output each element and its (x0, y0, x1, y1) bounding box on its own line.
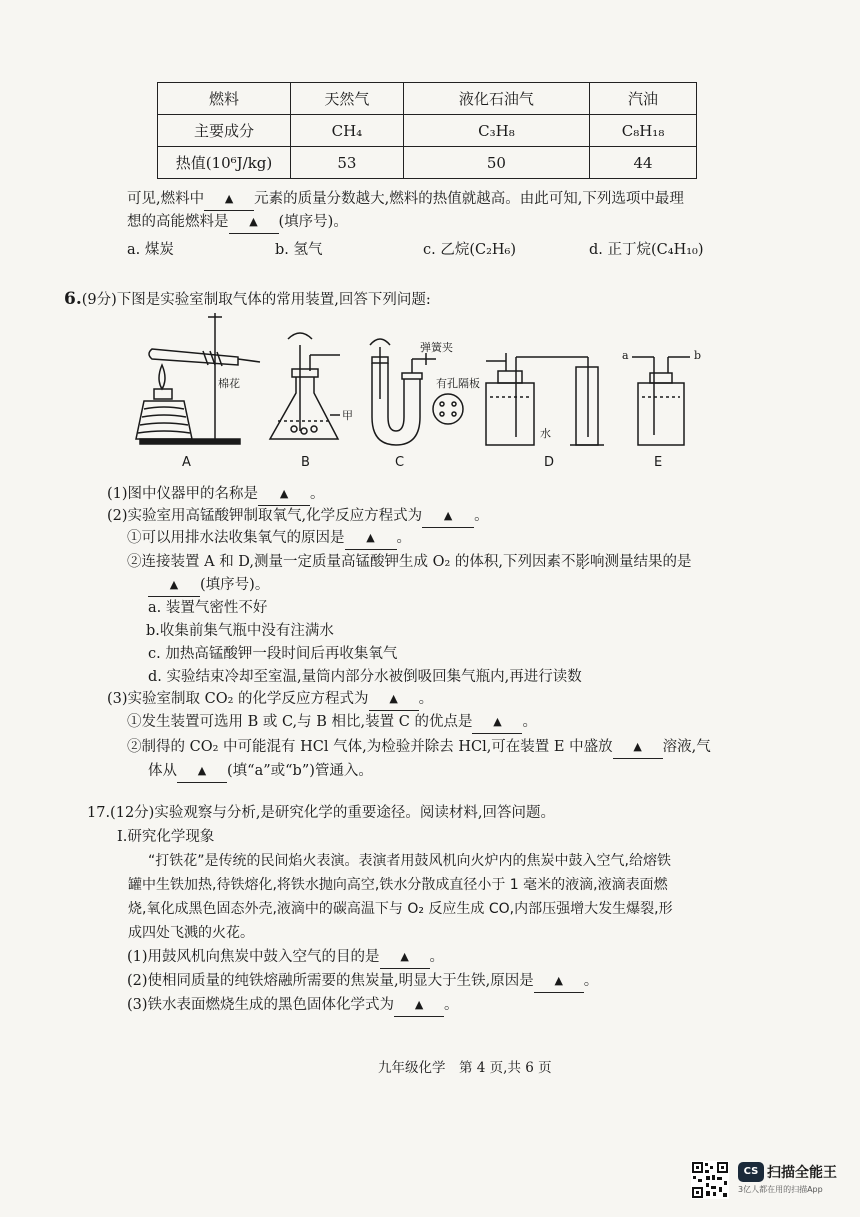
text: ②连接装置 A 和 D,测量一定质量高锰酸钾生成 O₂ 的体积,下列因素 (127, 554, 562, 570)
q17-q1 (127, 947, 444, 969)
passage-line: 烧,氧化成黑色固态外壳,液滴中的碳高温下与 O₂ 反应生成 CO,内部压强增大发生爆裂,形 (128, 901, 673, 917)
scanner-name: 扫描全能王 (767, 1164, 837, 1181)
blank-mark: ▲ (197, 764, 207, 777)
text: 想的高能燃料是 (127, 214, 229, 230)
text: (2)使相同质量的纯铁熔融所需要的焦炭量,明显大于生铁,原因是 (127, 973, 534, 989)
blank-mark: ▲ (169, 578, 179, 591)
scanner-watermark (738, 1161, 837, 1195)
label-jia: 甲 (342, 409, 353, 422)
answer-blank[interactable] (472, 712, 522, 734)
table-cell: CH₄ (291, 115, 404, 147)
qr-code-icon (691, 1161, 729, 1199)
text: ①可以用排水法收集氧气的原因是 (127, 530, 345, 546)
passage-line: 罐中生铁加热,待铁熔化,将铁水抛向高空,铁水分散成直径小于 1 毫米的液滴,液滴表面燃 (128, 877, 668, 893)
question-number: 6. (64, 289, 82, 309)
scanner-tagline: 3亿人都在用的扫描App (738, 1184, 823, 1194)
text: (9分)下图是实验室制取气体的常用装置,回答下列问题: (81, 292, 431, 308)
text: 元素的质量分数越大,燃料的热值就越高。由此可知,下列选项中最理 (254, 191, 684, 207)
blank-mark: ▲ (554, 974, 563, 987)
fuel-table (157, 82, 697, 179)
emphasis-text: 不影响 (561, 554, 605, 570)
table-cell: 53 (291, 147, 404, 179)
answer-blank[interactable] (148, 575, 200, 597)
blank-mark: ▲ (493, 715, 502, 728)
q16-part3-2 (127, 737, 711, 759)
blank-mark: ▲ (400, 950, 409, 963)
table-cell: C₈H₁₈ (590, 115, 697, 147)
q17-q3 (127, 995, 459, 1017)
text: (1)图中仪器甲的名称是 (107, 486, 259, 502)
passage-line: “打铁花”是传统的民间焰火表演。表演者用鼓风机向火炉内的焦炭中鼓入空气,给熔铁 (148, 853, 671, 869)
text: 。 (522, 714, 537, 730)
blank-mark: ▲ (249, 215, 258, 228)
table-row (158, 147, 697, 179)
text: (3)铁水表面燃烧生成的黑色固体化学式为 (127, 997, 395, 1013)
label-B: B (301, 455, 310, 470)
label-a: a (622, 349, 629, 362)
text: (填序号)。 (200, 577, 270, 593)
q15-question-line (127, 212, 348, 234)
answer-blank[interactable] (534, 971, 584, 993)
q16-part3 (107, 689, 433, 711)
apparatus-a (136, 313, 260, 444)
q15-options (127, 240, 704, 260)
answer-blank[interactable] (394, 995, 444, 1017)
table-cell: 44 (590, 147, 697, 179)
option: a. 装置气密性不好 (148, 600, 268, 616)
answer-blank[interactable] (613, 737, 663, 759)
q15-conclusion-line (127, 189, 684, 211)
option: d. 实验结束冷却至室温,量筒内部分水被倒吸回集气瓶内,再进行读数 (148, 669, 582, 685)
label-A: A (182, 455, 191, 470)
label-water: 水 (540, 427, 551, 440)
apparatus-c (370, 339, 463, 445)
answer-blank[interactable] (345, 528, 397, 550)
text: (2)实验室用高锰酸钾制取氧气,化学反应方程式为 (107, 508, 423, 524)
text: ②制得的 CO₂ 中可能混有 HCl 气体,为检验并除去 HCl,可在装置 E 中盛放 (127, 739, 613, 755)
q16-part3-1 (127, 712, 537, 734)
table-row-label: 主要成分 (158, 115, 291, 147)
table-header-cell: 液化石油气 (403, 83, 589, 115)
text: 溶液,气 (662, 739, 711, 755)
text: 可见,燃料中 (127, 191, 205, 207)
text: 测量结果的是 (604, 554, 692, 570)
apparatus-diagram (118, 305, 718, 473)
table-row (158, 115, 697, 147)
label-E: E (654, 455, 663, 470)
q16-part2-2-answer (148, 575, 269, 597)
q16-part3-2-cont (148, 761, 373, 783)
blank-mark: ▲ (633, 740, 642, 753)
text: (填“a”或“b”)管通入。 (227, 763, 373, 779)
option: a. 煤炭 (127, 242, 174, 258)
text: (1)用鼓风机向焦炭中鼓入空气的目的是 (127, 949, 380, 965)
table-row (158, 83, 697, 115)
q16-part2 (107, 506, 489, 528)
q16-part2-1 (127, 528, 411, 550)
table-cell: 50 (403, 147, 589, 179)
text: 。 (429, 949, 445, 965)
table-header-cell: 汽油 (590, 83, 697, 115)
label-D: D (544, 455, 555, 470)
text: 。 (396, 530, 411, 546)
label-cotton: 棉花 (218, 377, 240, 390)
text: ①发生装置可选用 B 或 C,与 B 相比,装置 C 的优点是 (127, 714, 473, 730)
scanner-logo: CS (738, 1162, 764, 1182)
blank-mark: ▲ (414, 998, 424, 1011)
text: (填序号)。 (278, 214, 348, 230)
q17-q2 (127, 971, 598, 993)
text: 。 (310, 486, 325, 502)
table-header-cell: 燃料 (158, 83, 291, 115)
text: 。 (444, 997, 459, 1013)
passage-line: 成四处飞溅的火花。 (128, 925, 254, 941)
blank-mark: ▲ (224, 192, 234, 205)
blank-mark: ▲ (443, 509, 453, 522)
answer-blank[interactable] (369, 689, 419, 711)
text: 。 (418, 691, 434, 707)
option: d. 正丁烷(C₄H₁₀) (589, 242, 704, 258)
answer-blank[interactable] (229, 212, 279, 234)
text: (3)实验室制取 CO₂ 的化学反应方程式为 (107, 691, 369, 707)
label-b: b (694, 349, 702, 362)
option: b. 氢气 (275, 242, 323, 258)
answer-blank[interactable] (258, 484, 310, 506)
page-footer: 九年级化学 第 4 页,共 6 页 (378, 1060, 552, 1076)
label-C: C (395, 455, 405, 470)
q17-stem: 17.(12分)实验观察与分析,是研究化学的重要途径。阅读材料,回答问题。 (87, 805, 556, 821)
apparatus-e (632, 357, 690, 445)
option: b.收集前集气瓶中没有注满水 (146, 623, 334, 639)
q17-section-heading: Ⅰ.研究化学现象 (117, 829, 215, 845)
blank-mark: ▲ (279, 487, 289, 500)
option: c. 加热高锰酸钾一段时间后再收集氧气 (148, 646, 398, 662)
text: 体从 (148, 763, 177, 779)
table-cell: C₃H₈ (403, 115, 589, 147)
answer-blank[interactable] (177, 761, 227, 783)
answer-blank[interactable] (422, 506, 474, 528)
apparatus-b (270, 333, 340, 439)
table-header-cell: 天然气 (291, 83, 404, 115)
text: 。 (474, 508, 489, 524)
table-row-label: 热值(10⁶J/kg) (158, 147, 291, 179)
answer-blank[interactable] (380, 947, 430, 969)
text: 。 (583, 973, 599, 989)
label-plate: 有孔隔板 (436, 377, 480, 390)
blank-mark: ▲ (389, 692, 398, 705)
q16-part1 (107, 484, 325, 506)
label-clamp: 弹簧夹 (420, 341, 453, 354)
option: c. 乙烷(C₂H₆) (423, 242, 517, 258)
q16-part2-2 (127, 552, 692, 572)
answer-blank[interactable] (204, 189, 254, 211)
blank-mark: ▲ (366, 531, 375, 544)
